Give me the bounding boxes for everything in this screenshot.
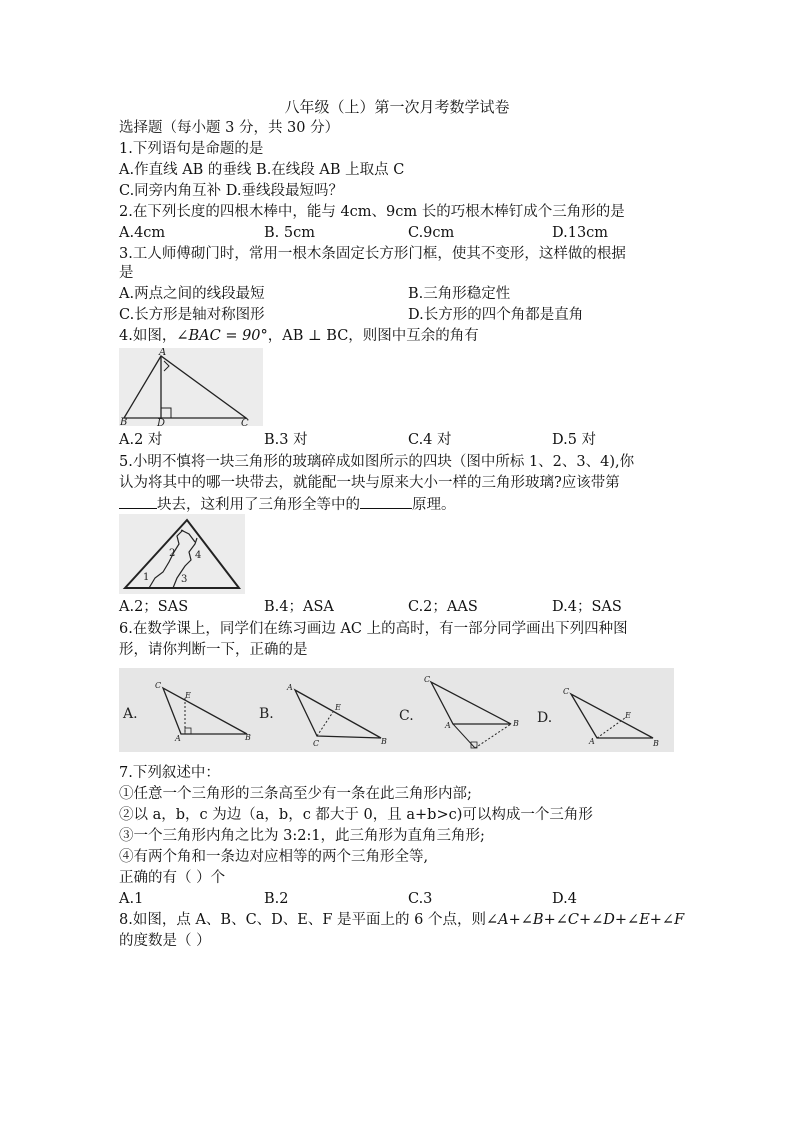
q5-option-c: C.2；AAS bbox=[408, 599, 478, 615]
q5-figure bbox=[119, 514, 245, 594]
svg-text:A: A bbox=[287, 683, 293, 692]
q5-answer-blank-1[interactable] bbox=[119, 494, 157, 509]
svg-text:C: C bbox=[563, 687, 570, 696]
q1-options-cd: C.同旁内角互补 D.垂线段最短吗？ bbox=[119, 183, 344, 199]
q3-option-b: B.三角形稳定性 bbox=[408, 286, 511, 302]
q4-option-d: D.5 对 bbox=[552, 432, 597, 448]
svg-text:E: E bbox=[185, 691, 191, 700]
q4-label-a: A bbox=[159, 348, 167, 358]
q4-figure bbox=[119, 348, 263, 426]
svg-text:A: A bbox=[589, 737, 595, 746]
q6-option-d-label: D. bbox=[537, 710, 553, 726]
svg-text:C: C bbox=[313, 739, 320, 748]
q4-stem-post: ，AB ⊥ BC，则图中互余的角有 bbox=[267, 328, 479, 344]
q4-label-c: C bbox=[241, 418, 249, 426]
q7-item-4: ④有两个角和一条边对应相等的两个三角形全等, bbox=[119, 849, 429, 865]
q5-option-b: B.4；ASA bbox=[264, 599, 334, 615]
q7-item-3: ③一个三角形内角之比为 3:2:1，此三角形为直角三角形; bbox=[119, 828, 485, 844]
q7-option-d: D.4 bbox=[552, 891, 577, 907]
q5-piece-1-label: 1 bbox=[143, 572, 150, 583]
svg-text:A: A bbox=[445, 721, 451, 730]
q4-stem-math: ∠BAC = 90° bbox=[176, 328, 268, 344]
q4-option-b: B.3 对 bbox=[264, 432, 308, 448]
q3-option-c: C.长方形是轴对称图形 bbox=[119, 307, 265, 323]
q4-option-c: C.4 对 bbox=[408, 432, 452, 448]
svg-text:B: B bbox=[245, 733, 251, 742]
q2-option-b: B. 5cm bbox=[264, 225, 315, 241]
q3-stem-line2: 是 bbox=[119, 265, 134, 281]
q5-piece-3-label: 3 bbox=[181, 574, 188, 585]
q7-item-2: ②以 a，b，c 为边（a，b，c 都大于 0，且 a+b>c)可以构成一个三角形 bbox=[119, 807, 593, 823]
q7-option-c: C.3 bbox=[408, 891, 433, 907]
q2-stem: 2.在下列长度的四根木棒中，能与 4cm、9cm 长的巧根木棒钉成个三角形的是 bbox=[119, 204, 625, 220]
svg-text:E: E bbox=[335, 703, 341, 712]
q2-option-d: D.13cm bbox=[552, 225, 609, 241]
q5-option-d: D.4；SAS bbox=[552, 599, 622, 615]
q5-piece-2-label: 2 bbox=[169, 548, 176, 559]
q8-stem-math: ∠A+∠B+∠C+∠D+∠E+∠F bbox=[486, 912, 685, 928]
q4-stem-pre: 4.如图， bbox=[119, 328, 177, 344]
q2-option-c: C.9cm bbox=[408, 225, 455, 241]
exam-title: 八年级（上）第一次月考数学试卷 bbox=[284, 98, 510, 116]
q6-option-c-label: C. bbox=[399, 708, 414, 724]
svg-text:A: A bbox=[175, 734, 181, 743]
q3-option-a: A.两点之间的线段最短 bbox=[119, 286, 265, 302]
q5-option-a: A.2；SAS bbox=[119, 599, 189, 615]
q7-option-b: B.2 bbox=[264, 891, 289, 907]
q4-label-d: D bbox=[157, 418, 166, 426]
svg-text:B: B bbox=[513, 719, 519, 728]
q5-broken-glass-diagram bbox=[119, 514, 245, 594]
q5-answer-blank-2[interactable] bbox=[360, 494, 412, 509]
q5-stem-line1: 5.小明不慎将一块三角形的玻璃碎成如图所示的四块（图中所标 1、2、3、4),你 bbox=[119, 454, 635, 470]
q7-ask: 正确的有（ ）个 bbox=[119, 870, 226, 886]
svg-text:B: B bbox=[653, 739, 659, 748]
q4-option-a: A.2 对 bbox=[119, 432, 163, 448]
svg-text:C: C bbox=[155, 681, 162, 690]
q3-stem-line1: 3.工人师傅砌门时，常用一根木条固定长方形门框，使其不变形，这样做的根据 bbox=[119, 246, 626, 262]
q3-option-d: D.长方形的四个角都是直角 bbox=[408, 307, 584, 323]
svg-text:C: C bbox=[424, 675, 431, 684]
q6-option-b-label: B. bbox=[259, 706, 274, 722]
q1-stem: 1.下列语句是命题的是 bbox=[119, 141, 264, 157]
q6-figure-strip bbox=[119, 668, 674, 752]
q8-stem-line1 bbox=[119, 910, 684, 930]
q7-option-a: A.1 bbox=[119, 891, 144, 907]
q6-option-a-label: A. bbox=[123, 706, 138, 722]
q8-stem-line2: 的度数是（ ） bbox=[119, 933, 211, 949]
q5-stem-line3a: 块去，这利用了三角形全等中的 bbox=[157, 497, 360, 513]
q6-stem-line2: 形，请你判断一下，正确的是 bbox=[119, 642, 308, 658]
q7-stem: 7.下列叙述中： bbox=[119, 765, 220, 781]
q5-stem-line3 bbox=[119, 494, 456, 515]
q8-stem-pre: 8.如图，点 A、B、C、D、E、F 是平面上的 6 个点，则 bbox=[119, 912, 486, 928]
q5-piece-4-label: 4 bbox=[195, 550, 202, 561]
q4-stem bbox=[119, 326, 479, 346]
q5-stem-line2: 认为将其中的哪一块带去，就能配一块与原来大小一样的三角形玻璃?应该带第 bbox=[119, 475, 620, 491]
q1-options-ab: A.作直线 AB 的垂线 B.在线段 AB 上取点 C bbox=[119, 162, 405, 178]
section-heading: 选择题（每小题 3 分，共 30 分） bbox=[119, 120, 340, 136]
q6-stem-line1: 6.在数学课上，同学们在练习画边 AC 上的高时，有一部分同学画出下列四种图 bbox=[119, 621, 628, 637]
q2-option-a: A.4cm bbox=[119, 225, 166, 241]
q5-stem-line3b: 原理。 bbox=[412, 497, 456, 513]
svg-text:B: B bbox=[381, 737, 387, 746]
q4-triangle-diagram bbox=[119, 348, 263, 426]
q7-item-1: ①任意一个三角形的三条高至少有一条在此三角形内部; bbox=[119, 786, 472, 802]
svg-text:E: E bbox=[625, 711, 631, 720]
q4-label-b: B bbox=[120, 417, 128, 426]
q6-altitude-diagrams bbox=[119, 668, 674, 752]
